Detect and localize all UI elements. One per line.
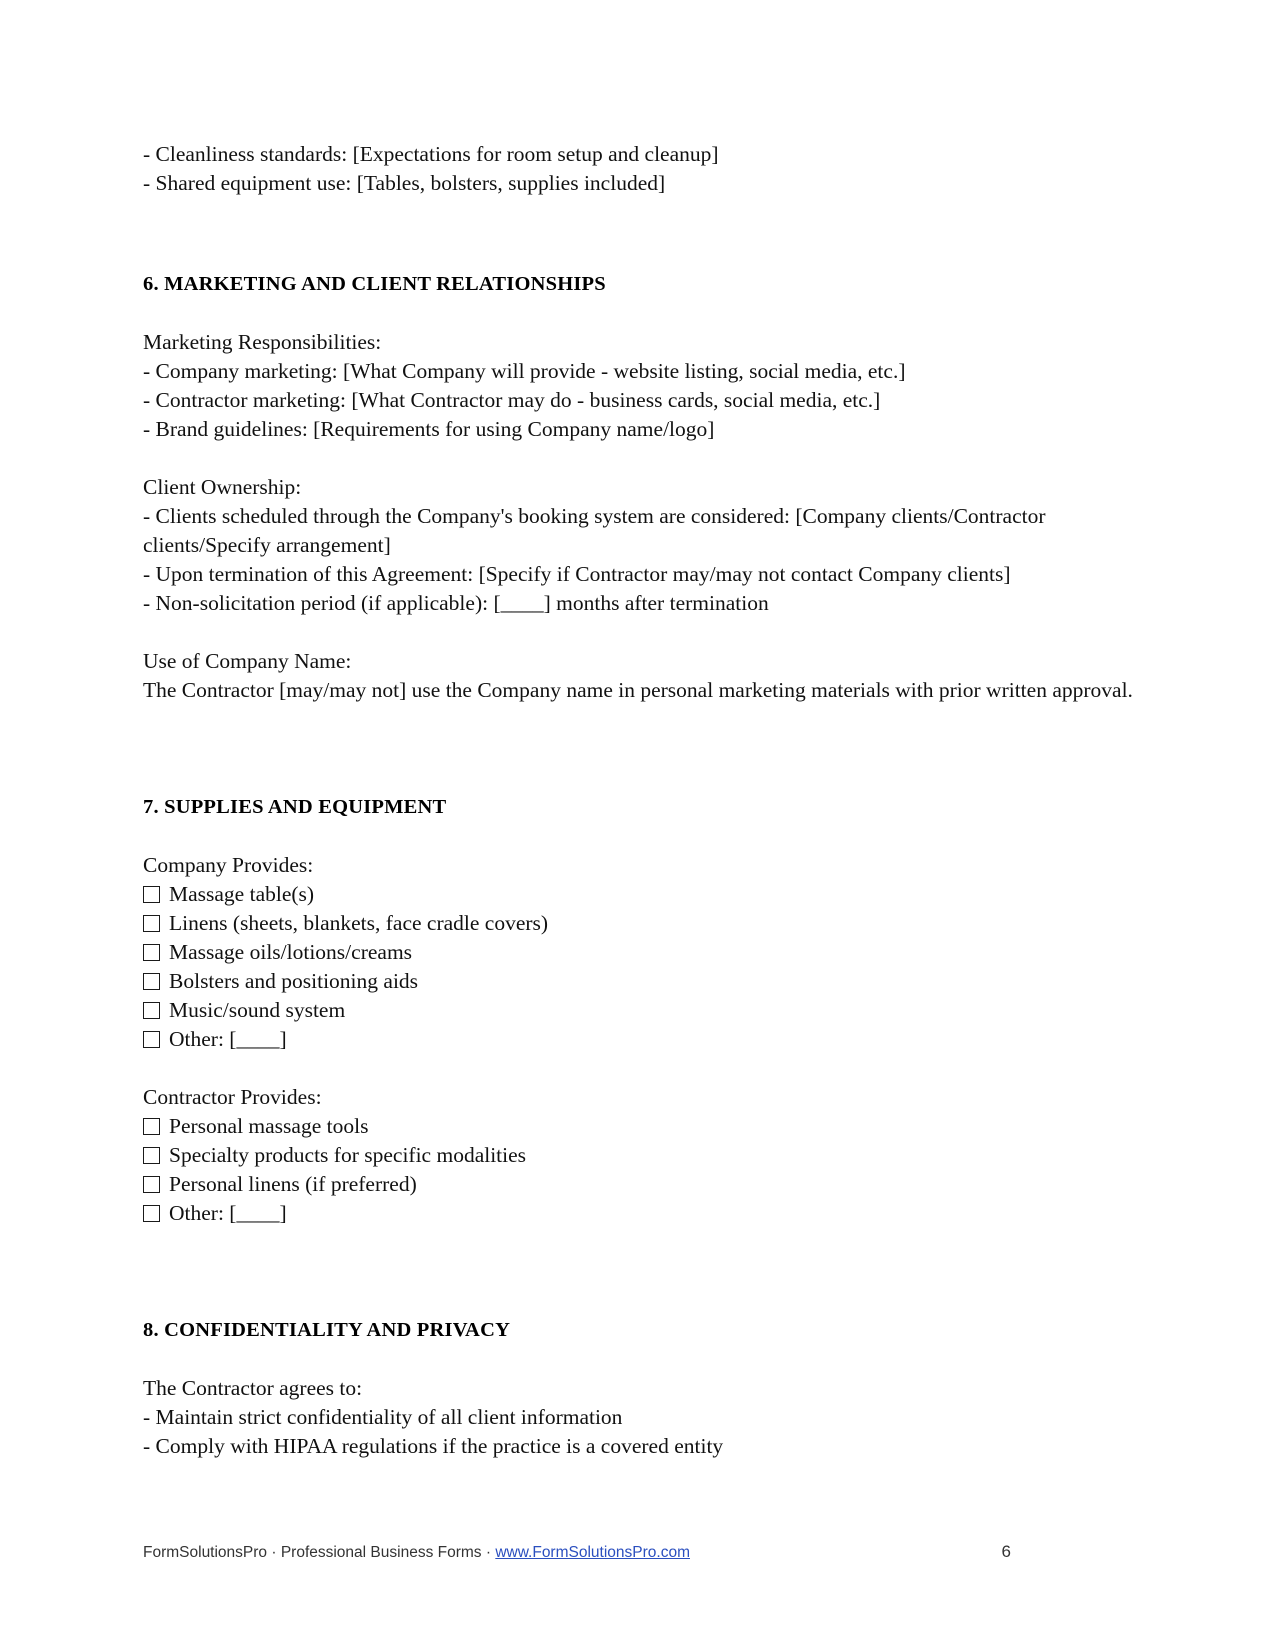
block-line: The Contractor [may/may not] use the Company name in personal marketing materials with prior written approval. <box>143 678 1133 702</box>
checkbox-icon[interactable] <box>143 915 160 932</box>
spacer <box>143 705 1133 793</box>
checkbox-icon[interactable] <box>143 886 160 903</box>
intro-line: - Shared equipment use: [Tables, bolsters, supplies included] <box>143 171 666 195</box>
checklist-item[interactable] <box>143 938 1133 967</box>
checklist-item[interactable] <box>143 909 1133 938</box>
checkbox-icon[interactable] <box>143 1031 160 1048</box>
block-line: - Upon termination of this Agreement: [Specify if Contractor may/may not contact Company clients] <box>143 562 1011 586</box>
checklist-item-other[interactable] <box>143 1199 1133 1228</box>
checklist-item-label: Bolsters and positioning aids <box>169 969 419 993</box>
spacer <box>143 444 1133 473</box>
footer-website-link[interactable]: www.FormSolutionsPro.com <box>495 1544 690 1561</box>
checkbox-icon[interactable] <box>143 1205 160 1222</box>
intro-block <box>143 140 1133 198</box>
checklist-label-contractor-provides: Contractor Provides: <box>143 1085 322 1109</box>
block-line: - Contractor marketing: [What Contractor may do - business cards, social media, etc.] <box>143 388 881 412</box>
spacer <box>143 1054 1133 1083</box>
section-heading-6: 6. MARKETING AND CLIENT RELATIONSHIPS <box>143 273 606 295</box>
page-number: 6 <box>1001 1542 1011 1561</box>
checklist-item-label: Personal massage tools <box>169 1114 369 1138</box>
spacer <box>143 1228 1133 1316</box>
checklist-item-label: Other: [____] <box>169 1201 287 1225</box>
checklist-item-label: Massage oils/lotions/creams <box>169 940 413 964</box>
checklist-item[interactable] <box>143 967 1133 996</box>
footer-brand-text: FormSolutionsPro · Professional Business Forms · <box>143 1544 496 1561</box>
block-line: - Non-solicitation period (if applicable): [____] months after termination <box>143 591 769 615</box>
checklist-item[interactable] <box>143 1141 1133 1170</box>
block-label-company-name: Use of Company Name: <box>143 649 352 673</box>
checkbox-icon[interactable] <box>143 1002 160 1019</box>
checkbox-icon[interactable] <box>143 973 160 990</box>
block-line: - Maintain strict confidentiality of all client information <box>143 1405 623 1429</box>
intro-line: - Cleanliness standards: [Expectations for room setup and cleanup] <box>143 142 719 166</box>
checklist-label-company-provides: Company Provides: <box>143 853 314 877</box>
checklist-item-label: Specialty products for specific modalities <box>169 1143 527 1167</box>
checkbox-icon[interactable] <box>143 944 160 961</box>
checklist-item[interactable] <box>143 996 1133 1025</box>
checklist-item[interactable] <box>143 1112 1133 1141</box>
checklist-item[interactable] <box>143 1170 1133 1199</box>
block-label-confidentiality: The Contractor agrees to: <box>143 1376 363 1400</box>
checkbox-icon[interactable] <box>143 1147 160 1164</box>
checkbox-icon[interactable] <box>143 1176 160 1193</box>
section-heading-8: 8. CONFIDENTIALITY AND PRIVACY <box>143 1319 511 1341</box>
checklist-item-label: Linens (sheets, blankets, face cradle covers) <box>169 911 549 935</box>
checklist-item[interactable] <box>143 880 1133 909</box>
checklist-item-label: Music/sound system <box>169 998 346 1022</box>
block-line: - Company marketing: [What Company will provide - website listing, social media, etc.] <box>143 359 906 383</box>
block-line: - Comply with HIPAA regulations if the practice is a covered entity <box>143 1434 724 1458</box>
section-heading-7: 7. SUPPLIES AND EQUIPMENT <box>143 796 447 818</box>
block-label-marketing: Marketing Responsibilities: <box>143 330 382 354</box>
block-label-client-ownership: Client Ownership: <box>143 475 302 499</box>
spacer <box>143 618 1133 647</box>
checklist-item-label: Massage table(s) <box>169 882 315 906</box>
block-line: - Clients scheduled through the Company's booking system are considered: [Company clients/Contractor clients/Specify arrangement] <box>143 504 1051 557</box>
footer-brand <box>143 1544 690 1562</box>
checkbox-icon[interactable] <box>143 1118 160 1135</box>
document-body <box>143 140 1133 1461</box>
checklist-item-other[interactable] <box>143 1025 1133 1054</box>
checklist-item-label: Personal linens (if preferred) <box>169 1172 417 1196</box>
spacer <box>143 822 1133 851</box>
spacer <box>143 299 1133 328</box>
block-line: - Brand guidelines: [Requirements for using Company name/logo] <box>143 417 715 441</box>
checklist-item-label: Other: [____] <box>169 1027 287 1051</box>
spacer <box>143 1345 1133 1374</box>
spacer <box>143 198 1133 270</box>
page-footer <box>143 1542 1133 1562</box>
